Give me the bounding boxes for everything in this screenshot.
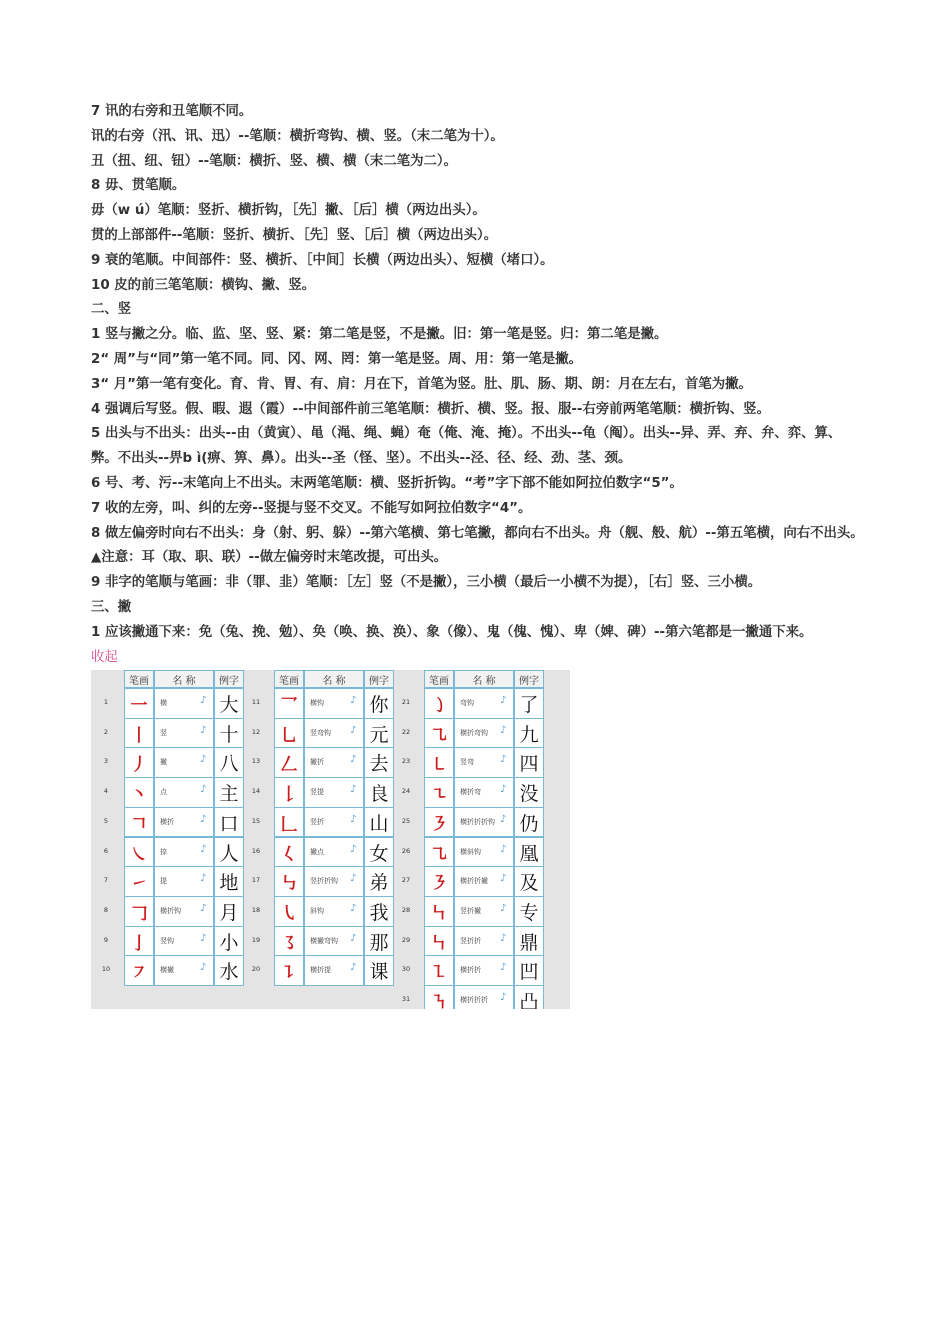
stroke-number: 10 — [101, 965, 111, 974]
text-line: 8 做左偏旁时向右不出头：身（射、躬、躲）--第六笔横、第七笔撇，都向右不出头。舟（舰、般、航）--第五笔横，向右不出头。▲注意：耳（取、职、联）--做左偏旁时末笔改提，可出头。 — [91, 525, 864, 566]
text-line: 4 强调后写竖。假、暇、遐（霞）--中间部件前三笔笔顺：横折、横、竖。报、服--右旁前两笔笔顺：横折钩、竖。 — [91, 401, 770, 417]
example-char: 八 — [219, 753, 239, 776]
stroke-number: 9 — [103, 935, 109, 944]
text-line: 讯的右旁（汛、讯、迅）--笔顺：横折弯钩、横、竖。（末二笔为十）。 — [91, 128, 504, 144]
stroke-name: 横 — [160, 699, 167, 707]
speaker-icon[interactable]: ♪ — [500, 843, 507, 855]
example-char: 元 — [369, 723, 389, 746]
text-line: 1 竖与撇之分。临、监、坚、竖、紧：第二笔是竖，不是撇。旧：第一笔是竖。归：第二笔是撇。 — [91, 327, 668, 343]
stroke-name: 横折钩 — [160, 906, 181, 915]
text-line: 9 衰的笔顺。中间部件：竖、横折、［中间］长横（两边出头）、短横（堵口）。 — [91, 252, 554, 268]
stroke-number: 28 — [401, 905, 411, 914]
example-char: 去 — [369, 753, 389, 776]
stroke-glyph: ㇈ — [430, 844, 448, 865]
stroke-glyph: 乚 — [280, 725, 298, 746]
stroke-glyph: ㇊ — [280, 963, 298, 984]
example-char: 课 — [369, 961, 389, 984]
stroke-name: 撇折 — [310, 758, 324, 767]
stroke-glyph: ㇋ — [430, 814, 448, 835]
speaker-icon[interactable]: ♪ — [350, 873, 357, 885]
table-header: 笔画 — [424, 670, 454, 688]
stroke-name: 横折折撇 — [460, 877, 488, 886]
speaker-icon[interactable]: ♪ — [200, 843, 207, 855]
example-char: 女 — [369, 842, 389, 865]
stroke-number: 23 — [401, 757, 411, 766]
example-char: 凰 — [519, 842, 539, 865]
speaker-icon[interactable]: ♪ — [350, 902, 357, 914]
stroke-number: 30 — [401, 965, 411, 974]
stroke-glyph: 𠄌 — [280, 785, 298, 806]
example-char: 山 — [369, 812, 389, 835]
stroke-number: 11 — [251, 698, 261, 706]
stroke-name: 横折折折 — [460, 996, 488, 1004]
text-line: 7 收的左旁，叫、纠的左旁--竖提与竖不交叉。不能写如阿拉伯数字“4”。 — [91, 500, 532, 516]
example-char: 鼎 — [519, 931, 539, 954]
example-char: 凹 — [519, 961, 539, 984]
stroke-glyph: ㇌ — [280, 933, 298, 954]
example-char: 口 — [219, 812, 239, 835]
stroke-number: 19 — [251, 935, 261, 944]
example-char: 水 — [219, 961, 239, 984]
speaker-icon[interactable]: ♪ — [500, 813, 507, 825]
speaker-icon[interactable]: ♪ — [500, 724, 507, 736]
stroke-number: 7 — [103, 876, 109, 885]
stroke-name: 斜钩 — [310, 906, 324, 915]
stroke-glyph: ㇞ — [430, 933, 448, 954]
stroke-name: 横折提 — [310, 966, 331, 975]
example-char: 你 — [369, 694, 389, 716]
example-char: 地 — [219, 872, 239, 895]
speaker-icon[interactable]: ♪ — [350, 784, 357, 796]
speaker-icon[interactable]: ♪ — [500, 754, 507, 766]
example-char: 十 — [219, 723, 239, 746]
text-line: 3“ 月”第一笔有变化。育、肯、胃、有、肩：月在下，首笔为竖。肚、肌、肠、期、朗：月在左右，首笔为撇。 — [91, 376, 752, 392]
speaker-icon[interactable]: ♪ — [350, 813, 357, 825]
example-char: 主 — [219, 783, 239, 806]
stroke-number: 25 — [401, 816, 411, 825]
speaker-icon[interactable]: ♪ — [500, 784, 507, 796]
stroke-glyph: ㇎ — [430, 993, 448, 1009]
stroke-glyph: 𠃌 — [130, 903, 148, 924]
speaker-icon[interactable]: ♪ — [200, 902, 207, 914]
stroke-name: 捺 — [160, 847, 167, 856]
example-char: 及 — [519, 872, 539, 895]
example-char: 小 — [219, 931, 239, 954]
stroke-number: 13 — [251, 757, 261, 766]
speaker-icon[interactable]: ♪ — [500, 992, 507, 1003]
speaker-icon[interactable]: ♪ — [200, 695, 207, 706]
stroke-glyph: ㇞ — [430, 903, 448, 924]
stroke-glyph: ㇅ — [430, 963, 448, 984]
stroke-name: 横折 — [160, 817, 174, 826]
stroke-name: 竖弯 — [460, 758, 474, 767]
stroke-number: 20 — [251, 965, 261, 974]
stroke-glyph: ㇁ — [430, 696, 448, 716]
stroke-glyph: ㇀ — [130, 874, 148, 895]
stroke-glyph: 𠃍 — [130, 814, 148, 835]
stroke-glyph: ㇇ — [130, 963, 148, 984]
example-char: 四 — [519, 753, 539, 776]
stroke-number: 5 — [103, 816, 109, 825]
stroke-glyph: ㇋ — [430, 874, 448, 895]
stroke-glyph: ㇍ — [430, 785, 448, 806]
stroke-name: 横折折 — [460, 966, 481, 975]
speaker-icon[interactable]: ♪ — [350, 695, 357, 706]
speaker-icon[interactable]: ♪ — [350, 962, 357, 974]
table-header: 名 称 — [304, 670, 364, 688]
stroke-name: 横撇弯钩 — [310, 936, 338, 945]
speaker-icon[interactable]: ♪ — [500, 932, 507, 944]
collapse-link[interactable]: 收起 — [91, 649, 118, 665]
speaker-icon[interactable]: ♪ — [350, 932, 357, 944]
stroke-glyph: ㇉ — [280, 874, 298, 895]
stroke-glyph: 乛 — [280, 696, 298, 716]
table-header: 笔画 — [274, 670, 304, 688]
stroke-name: 点 — [160, 788, 167, 797]
text-line: 1 应该撇通下来：免（兔、挽、勉）、奂（唤、换、涣）、象（像）、鬼（傀、愧）、卑（婢、碑）--第六笔都是一撇通下来。 — [91, 624, 813, 640]
stroke-name: 弯钩 — [460, 699, 474, 707]
stroke-glyph: ㇂ — [280, 903, 298, 924]
stroke-number: 16 — [251, 846, 261, 855]
speaker-icon[interactable]: ♪ — [200, 724, 207, 736]
stroke-number: 24 — [401, 787, 411, 796]
stroke-name: 横折折折钩 — [460, 817, 495, 826]
example-char: 仍 — [519, 812, 539, 835]
text-line: 毋（w ú）笔顺：竖折、横折钩，［先］撇、［后］横（两边出头）。 — [91, 203, 486, 219]
speaker-icon[interactable]: ♪ — [500, 962, 507, 974]
speaker-icon[interactable]: ♪ — [500, 902, 507, 914]
stroke-number: 12 — [251, 727, 261, 736]
stroke-glyph: 丶 — [130, 785, 148, 806]
speaker-icon[interactable]: ♪ — [500, 873, 507, 885]
speaker-icon[interactable]: ♪ — [200, 932, 207, 944]
stroke-table-image — [91, 670, 570, 1009]
stroke-number: 2 — [103, 727, 109, 736]
stroke-number: 31 — [401, 995, 411, 1003]
stroke-name: 横折弯钩 — [460, 728, 488, 737]
stroke-name: 竖折折 — [460, 936, 481, 945]
stroke-number: 27 — [401, 876, 411, 885]
stroke-glyph: 一 — [130, 696, 148, 716]
stroke-glyph: 𠃊 — [280, 814, 298, 835]
text-line: 8 毋、贯笔顺。 — [91, 178, 186, 194]
table-header: 例字 — [364, 670, 394, 688]
speaker-icon[interactable]: ♪ — [350, 724, 357, 736]
stroke-glyph: ㇏ — [130, 844, 148, 865]
example-char: 大 — [219, 694, 239, 716]
example-char: 凸 — [519, 991, 539, 1009]
example-char: 人 — [219, 842, 239, 865]
stroke-name: 竖折 — [310, 817, 324, 826]
table-header: 例字 — [514, 670, 544, 688]
stroke-number: 1 — [103, 698, 109, 706]
stroke-number: 4 — [103, 787, 109, 796]
stroke-glyph: 𡿨 — [280, 844, 298, 865]
stroke-name: 竖提 — [310, 788, 324, 797]
text-line: 二、竖 — [91, 302, 132, 318]
text-line: 丑（扭、纽、钮）--笔顺：横折、竖、横、横（末二笔为二）。 — [91, 153, 457, 169]
stroke-number: 21 — [401, 698, 411, 706]
stroke-name: 横折弯 — [460, 788, 481, 797]
example-char: 月 — [219, 901, 239, 924]
stroke-number: 15 — [251, 816, 261, 825]
text-line: 6 号、考、污--末笔向上不出头。末两笔笔顺：横、竖折折钩。“考”字下部不能如阿拉伯数字“5”。 — [91, 475, 683, 491]
stroke-glyph: 亅 — [130, 933, 148, 954]
stroke-number: 26 — [401, 846, 411, 855]
text-line: 7 讯的右旁和丑笔顺不同。 — [91, 104, 253, 119]
stroke-name: 竖折折钩 — [310, 877, 338, 886]
table-header: 名 称 — [454, 670, 514, 688]
speaker-icon[interactable]: ♪ — [350, 754, 357, 766]
speaker-icon[interactable]: ♪ — [200, 754, 207, 766]
example-char: 弟 — [369, 872, 389, 895]
stroke-name: 竖 — [160, 728, 167, 737]
stroke-number: 3 — [103, 757, 109, 766]
stroke-glyph: ㇈ — [430, 725, 448, 746]
stroke-name: 横撇 — [160, 966, 174, 975]
speaker-icon[interactable]: ♪ — [200, 873, 207, 885]
text-line: 2“ 周”与“同”第一笔不同。同、冈、网、罔：第一笔是竖。周、用：第一笔是撇。 — [91, 351, 583, 367]
speaker-icon[interactable]: ♪ — [500, 695, 507, 706]
stroke-name: 竖弯钩 — [310, 728, 331, 737]
stroke-name: 撇点 — [310, 847, 324, 856]
speaker-icon[interactable]: ♪ — [200, 962, 207, 974]
table-header: 例字 — [214, 670, 244, 688]
example-char: 我 — [369, 901, 389, 924]
speaker-icon[interactable]: ♪ — [200, 784, 207, 796]
table-header: 笔画 — [124, 670, 154, 688]
stroke-number: 14 — [251, 787, 261, 796]
speaker-icon[interactable]: ♪ — [350, 843, 357, 855]
stroke-number: 22 — [401, 727, 411, 736]
stroke-glyph: 丨 — [130, 725, 148, 746]
text-line: 贯的上部部件--笔顺：竖折、横折、［先］竖、［后］横（两边出头）。 — [91, 227, 498, 243]
stroke-name: 竖钩 — [160, 936, 174, 945]
stroke-number: 6 — [103, 846, 109, 855]
stroke-name: 竖折撇 — [460, 906, 481, 915]
stroke-number: 18 — [251, 905, 261, 914]
document-body — [91, 100, 866, 670]
text-line: 5 出头与不出头：出头--由（黄寅）、黾（渑、绳、蝇）奄（俺、淹、掩）。不出头--龟（阄）。出头--异、弄、弃、弁、弈、算、弊。不出头--畀b ì(痹、箅、鼻）。出头--圣（怪、坚）。不出头--泾、径、经、劲、茎、颈。 — [91, 426, 842, 467]
stroke-glyph: 丿 — [130, 755, 148, 776]
stroke-glyph: 𠃋 — [280, 755, 298, 776]
text-line: 9 非字的笔顺与笔画：非（罪、韭）笔顺：［左］竖（不是撇），三小横（最后一小横不为提），［右］竖、三小横。 — [91, 575, 762, 591]
example-char: 那 — [369, 931, 389, 954]
text-line: 10 皮的前三笔笔顺：横钩、撇、竖。 — [91, 277, 316, 293]
stroke-name: 提 — [160, 877, 167, 886]
speaker-icon[interactable]: ♪ — [200, 813, 207, 825]
example-char: 专 — [519, 901, 539, 924]
stroke-name: 横钩 — [310, 699, 324, 707]
stroke-name: 撇 — [160, 758, 167, 767]
stroke-number: 29 — [401, 935, 411, 944]
table-header: 名 称 — [154, 670, 214, 688]
example-char: 良 — [369, 783, 389, 806]
stroke-number: 17 — [251, 876, 261, 885]
text-line: 三、撇 — [91, 599, 132, 615]
example-char: 了 — [519, 694, 539, 716]
stroke-name: 横斜钩 — [460, 847, 481, 856]
example-char: 没 — [519, 783, 539, 806]
stroke-glyph: ㇄ — [430, 755, 448, 776]
example-char: 九 — [519, 723, 539, 746]
stroke-number: 8 — [103, 905, 109, 914]
